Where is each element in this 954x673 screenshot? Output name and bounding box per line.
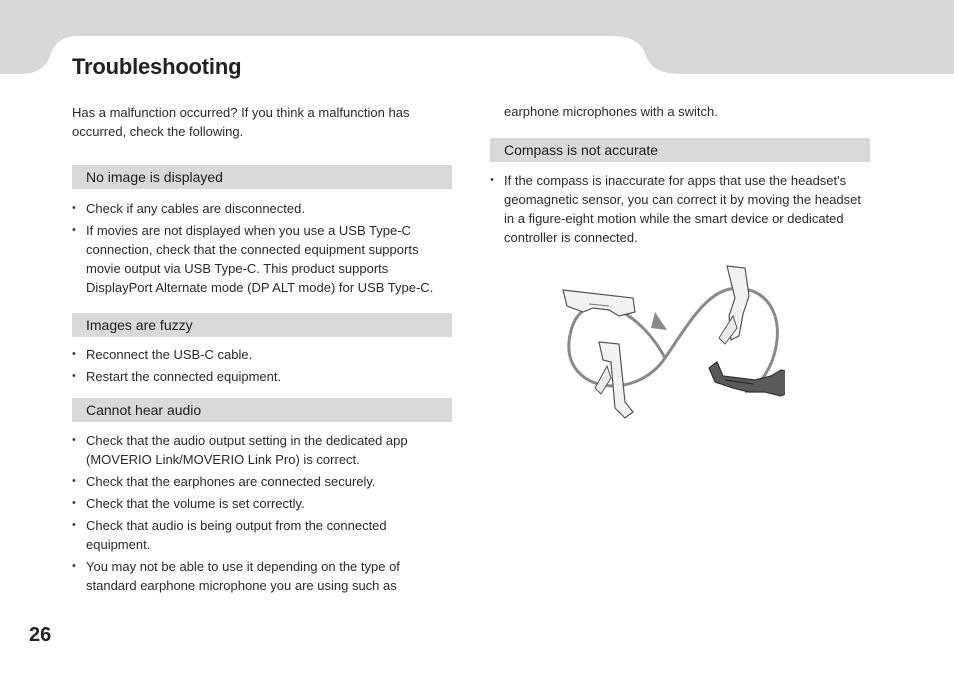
- list-item: • You may not be able to use it depending on the type of standard earphone microphone you are using such as: [72, 557, 452, 595]
- bullet-list-no-image: [72, 199, 452, 297]
- list-item: • Reconnect the USB-C cable.: [72, 345, 452, 364]
- list-item: • Check that the earphones are connected securely.: [72, 472, 452, 491]
- list-item: • Restart the connected equipment.: [72, 367, 452, 386]
- page-title: Troubleshooting: [72, 54, 242, 79]
- headset-icon: [563, 290, 635, 316]
- list-item: • Check that the audio output setting in the dedicated app (MOVERIO Link/MOVERIO Link Pro) is correct.: [72, 431, 452, 469]
- left-column: [72, 103, 452, 598]
- section-heading-audio: Cannot hear audio: [72, 398, 452, 422]
- headset-icon: [719, 266, 749, 344]
- list-item: • Check if any cables are disconnected.: [72, 199, 452, 218]
- section-heading-fuzzy: Images are fuzzy: [72, 313, 452, 337]
- headset-icon: [709, 362, 785, 396]
- list-item: • If the compass is inaccurate for apps that use the headset's geomagnetic sensor, you can correct it by moving the headset in a figure-eight motion while the smart device or dedicated controller is connected.: [490, 171, 870, 247]
- headset-icon: [595, 342, 633, 418]
- figure-eight-illustration: [555, 262, 785, 430]
- list-item: • Check that the volume is set correctly.: [72, 494, 452, 513]
- bullet-list-compass: [490, 171, 870, 247]
- right-column: [490, 102, 870, 250]
- list-item: • Check that audio is being output from the connected equipment.: [72, 516, 452, 554]
- page-number: 26: [29, 624, 52, 646]
- list-item: • If movies are not displayed when you use a USB Type-C connection, check that the connected equipment supports movie output via USB Type-C. This product supports DisplayPort Alternate mode (DP ALT mode) for USB Type-C.: [72, 221, 452, 297]
- section-heading-compass: Compass is not accurate: [490, 138, 870, 162]
- section-heading-no-image: No image is displayed: [72, 165, 452, 189]
- bullet-list-fuzzy: [72, 345, 452, 386]
- continued-text: earphone microphones with a switch.: [504, 104, 718, 119]
- bullet-list-audio: [72, 431, 452, 595]
- arrow-head-icon: [651, 312, 667, 330]
- intro-text: Has a malfunction occurred? If you think a malfunction has occurred, check the following.: [72, 105, 410, 139]
